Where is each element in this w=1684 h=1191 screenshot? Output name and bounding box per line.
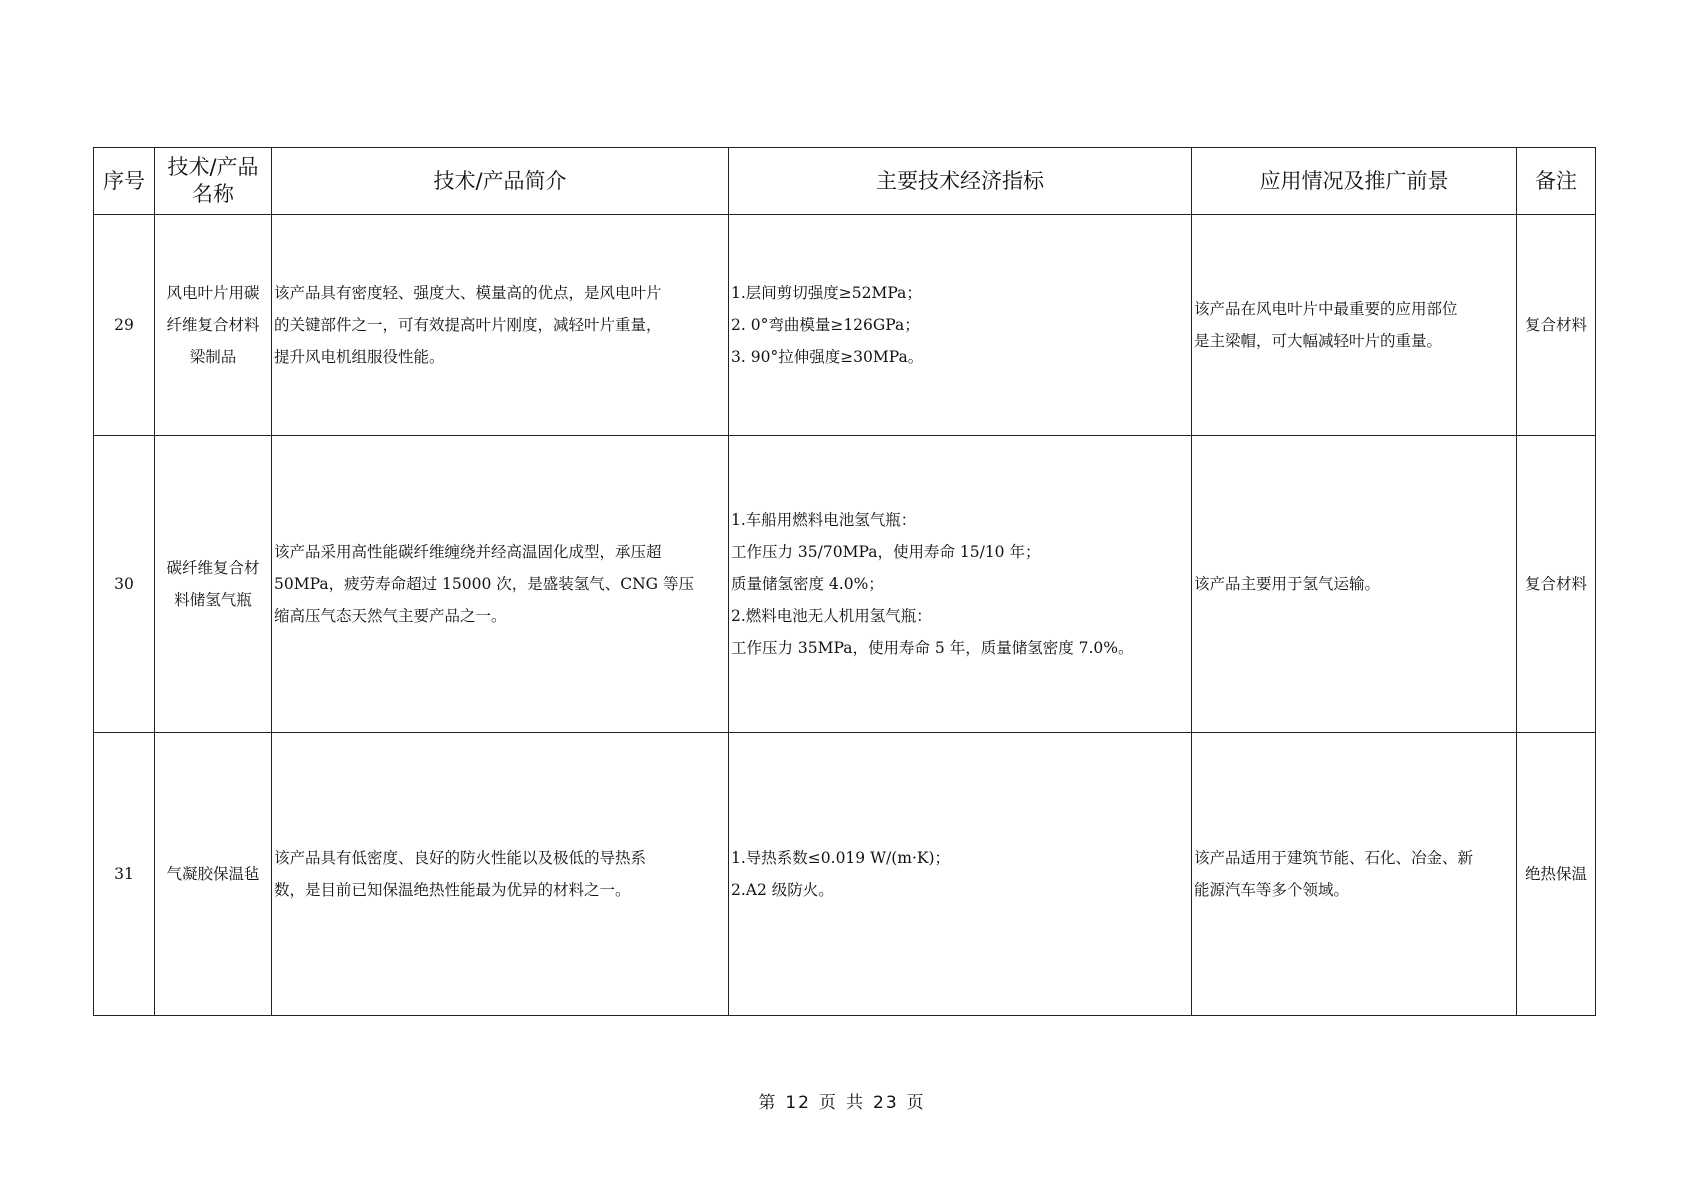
text-line: 该产品具有低密度、良好的防火性能以及极低的导热系: [274, 849, 647, 867]
footer-prefix: 第: [758, 1093, 778, 1113]
table-row: [94, 215, 1596, 436]
text-line: 料储氢气瓶: [174, 591, 252, 609]
remark: 复合材料: [1517, 215, 1596, 436]
remark: 复合材料: [1517, 436, 1596, 733]
row-number: 30: [94, 436, 155, 733]
product-name: [155, 733, 272, 1016]
text-line: 梁制品: [189, 348, 237, 366]
text-line: 该产品采用高性能碳纤维缠绕并经高温固化成型，承压超: [274, 543, 662, 561]
table-row: [94, 436, 1596, 733]
product-description: [272, 436, 729, 733]
footer-page-number: 12: [785, 1093, 811, 1113]
text-line: 风电叶片用碳: [166, 284, 260, 302]
footer-total-pages: 23: [873, 1093, 899, 1113]
product-name: [155, 436, 272, 733]
text-line: 缩高压气态天然气主要产品之一。: [274, 607, 507, 625]
text-line: 质量储氢密度 4.0%；: [731, 575, 884, 593]
text-line: 该产品主要用于氢气运输。: [1194, 575, 1381, 593]
header-desc: 技术/产品简介: [272, 148, 729, 215]
header-note: 备注: [1517, 148, 1596, 215]
text-line: 的关键部件之一，可有效提高叶片刚度，减轻叶片重量，: [274, 316, 662, 334]
header-name-line1: 技术/产品: [167, 155, 259, 179]
text-line: 该产品具有密度轻、强度大、模量高的优点，是风电叶片: [274, 284, 662, 302]
text-line: 是主梁帽，可大幅减轻叶片的重量。: [1194, 332, 1443, 350]
table-header-row: [94, 148, 1596, 215]
product-description: [272, 215, 729, 436]
technical-indicators: [729, 215, 1192, 436]
text-line: 气凝胶保温毡: [166, 865, 260, 883]
table-row: [94, 733, 1596, 1016]
text-line: 2.燃料电池无人机用氢气瓶：: [731, 607, 932, 625]
header-application: 应用情况及推广前景: [1192, 148, 1517, 215]
text-line: 工作压力 35/70MPa，使用寿命 15/10 年；: [731, 543, 1041, 561]
text-line: 该产品适用于建筑节能、石化、冶金、新: [1194, 849, 1474, 867]
product-name: [155, 215, 272, 436]
header-name-line2: 名称: [192, 182, 234, 206]
footer-total-word: 共: [846, 1093, 865, 1113]
row-number: 29: [94, 215, 155, 436]
row-number: 31: [94, 733, 155, 1016]
remark: 绝热保温: [1517, 733, 1596, 1016]
header-num: 序号: [94, 148, 155, 215]
header-indicators: 主要技术经济指标: [729, 148, 1192, 215]
footer-page-word: 页: [819, 1093, 838, 1113]
application-prospects: [1192, 436, 1517, 733]
text-line: 碳纤维复合材: [166, 559, 260, 577]
footer-suffix: 页: [906, 1093, 926, 1113]
text-line: 该产品在风电叶片中最重要的应用部位: [1194, 300, 1458, 318]
text-line: 能源汽车等多个领域。: [1194, 881, 1350, 899]
product-description: [272, 733, 729, 1016]
product-table: [93, 147, 1596, 1016]
text-line: 工作压力 35MPa，使用寿命 5 年，质量储氢密度 7.0%。: [731, 639, 1134, 657]
text-line: 纤维复合材料: [166, 316, 260, 334]
text-line: 数，是目前已知保温绝热性能最为优异的材料之一。: [274, 881, 631, 899]
text-line: 50MPa，疲劳寿命超过 15000 次，是盛装氢气、CNG 等压: [274, 575, 694, 593]
text-line: 3. 90°拉伸强度≥30MPa。: [731, 348, 924, 366]
text-line: 1.层间剪切强度≥52MPa；: [731, 284, 922, 302]
technical-indicators: [729, 733, 1192, 1016]
page-footer: [0, 1088, 1684, 1113]
text-line: 2.A2 级防火。: [731, 881, 834, 899]
application-prospects: [1192, 733, 1517, 1016]
text-line: 2. 0°弯曲模量≥126GPa；: [731, 316, 920, 334]
application-prospects: [1192, 215, 1517, 436]
text-line: 1.导热系数≤0.019 W/(m·K)；: [731, 849, 951, 867]
header-name: [155, 148, 272, 215]
text-line: 提升风电机组服役性能。: [274, 348, 445, 366]
text-line: 1.车船用燃料电池氢气瓶：: [731, 511, 917, 529]
technical-indicators: [729, 436, 1192, 733]
